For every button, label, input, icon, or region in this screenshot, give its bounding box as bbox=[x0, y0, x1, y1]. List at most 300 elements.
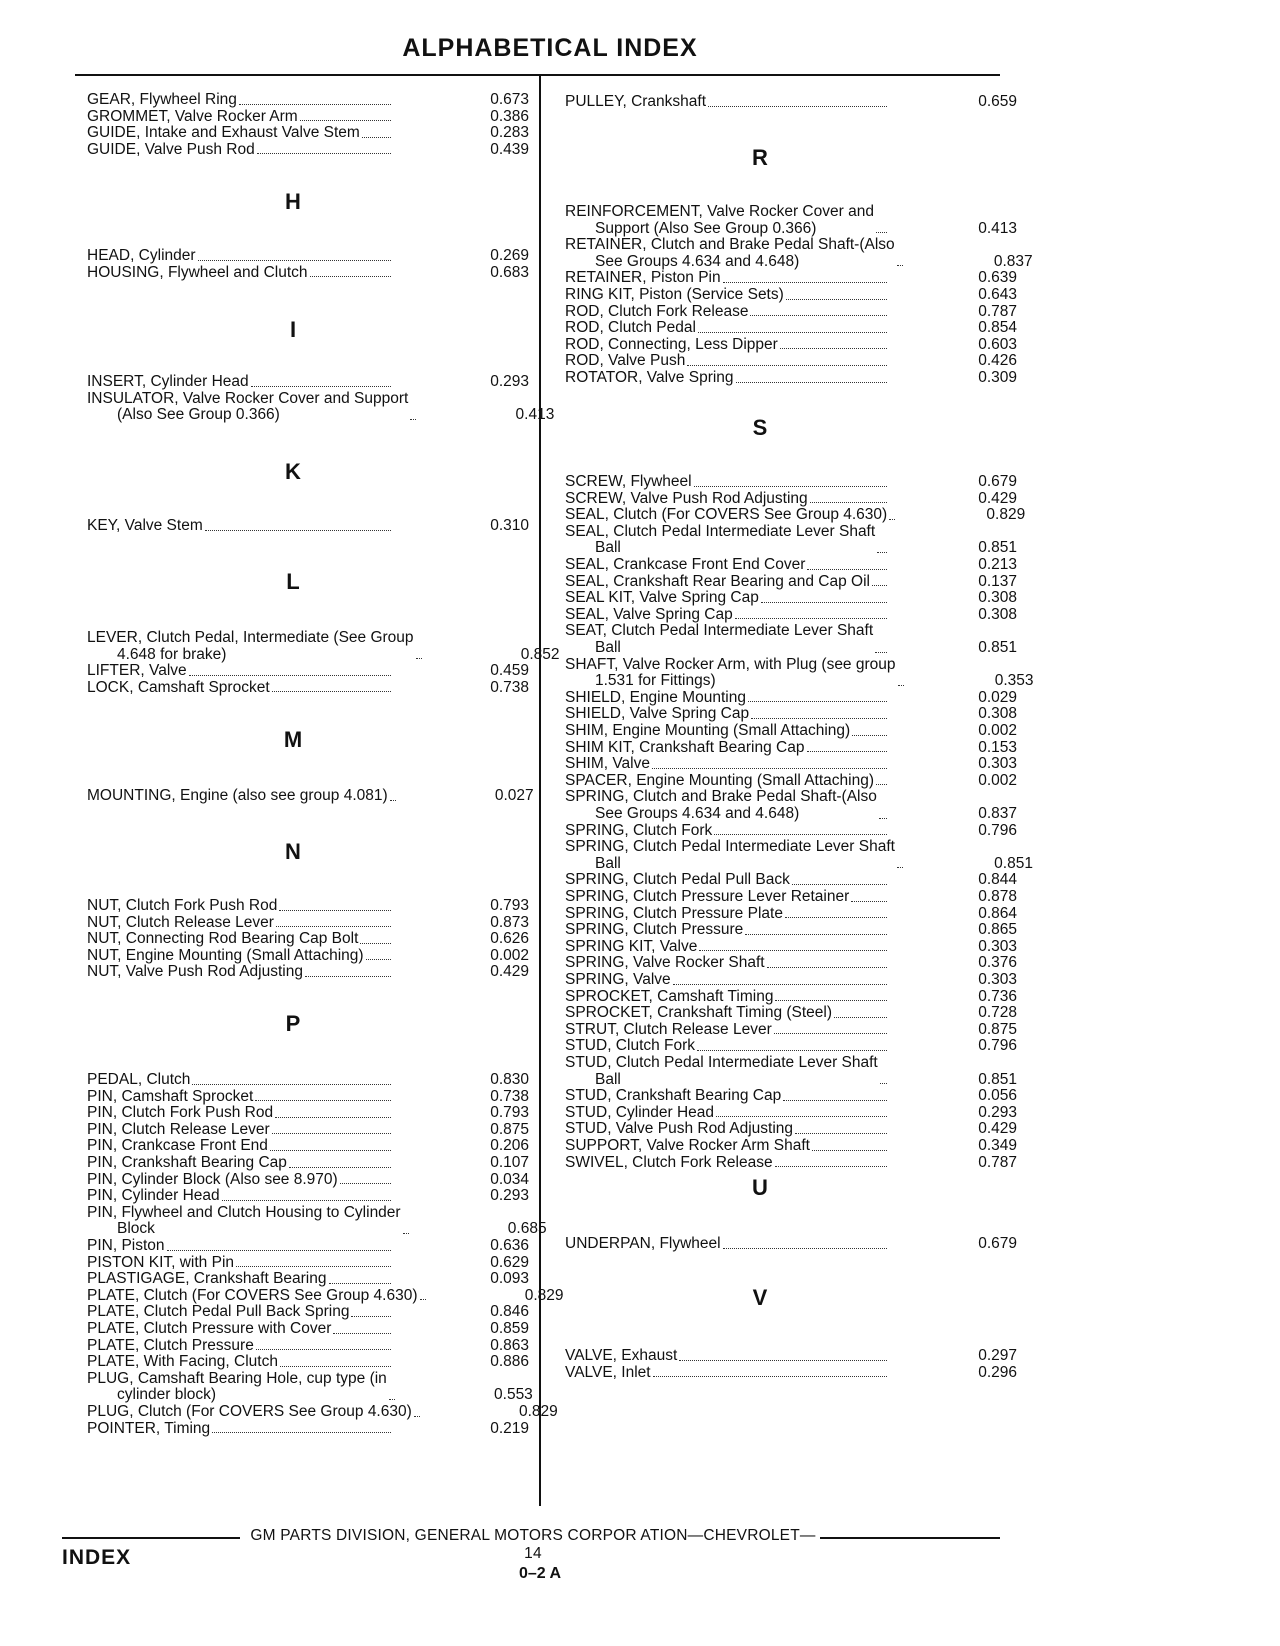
entry-name: PLASTIGAGE, Crankshaft Bearing bbox=[87, 1270, 327, 1288]
index-entry bbox=[545, 756, 1025, 773]
dot-leader bbox=[761, 602, 887, 603]
group-number: 0.303 bbox=[978, 971, 1017, 988]
group-number: 0.736 bbox=[978, 987, 1017, 1005]
index-entry bbox=[75, 125, 539, 142]
entry-name: SPRING KIT, Valve bbox=[565, 937, 698, 955]
entry-name: NUT, Valve Push Rod Adjusting bbox=[87, 963, 303, 981]
entry-name: PLATE, Clutch Pressure bbox=[87, 1336, 254, 1354]
index-entry bbox=[75, 92, 539, 109]
index-entry bbox=[75, 1321, 539, 1338]
group-number: 0.844 bbox=[978, 871, 1017, 889]
index-entry bbox=[545, 1022, 1025, 1039]
entry-name: SEAL, Clutch Pedal Intermediate Lever Shaft Ball bbox=[565, 522, 876, 557]
dot-leader bbox=[714, 834, 887, 835]
entry-name: SEAL, Crankcase Front End Cover bbox=[565, 556, 806, 573]
entry-name: SHIELD, Valve Spring Cap bbox=[565, 705, 750, 723]
index-entry bbox=[75, 1271, 539, 1288]
group-number: 0.865 bbox=[978, 921, 1017, 939]
index-entry bbox=[545, 507, 1025, 524]
entry-name: SHIELD, Engine Mounting bbox=[565, 688, 746, 706]
group-number: 0.837 bbox=[978, 804, 1017, 822]
dot-leader bbox=[795, 1133, 887, 1134]
index-entry bbox=[75, 518, 539, 535]
entry-name: PLATE, With Facing, Clutch bbox=[87, 1353, 278, 1371]
group-number: 0.219 bbox=[490, 1419, 529, 1437]
dot-leader bbox=[723, 1248, 887, 1249]
entry-name: GUIDE, Intake and Exhaust Valve Stem bbox=[87, 124, 360, 142]
group-number: 0.308 bbox=[978, 589, 1017, 607]
index-entry bbox=[75, 788, 539, 805]
group-number: 0.293 bbox=[978, 1103, 1017, 1121]
dot-leader bbox=[679, 1360, 887, 1361]
index-entry bbox=[545, 1236, 1025, 1253]
dot-leader bbox=[389, 1399, 395, 1400]
index-entry bbox=[75, 948, 539, 965]
index-entry bbox=[545, 304, 1025, 321]
index-entry bbox=[75, 265, 539, 282]
entry-name: HEAD, Cylinder bbox=[87, 247, 196, 264]
dot-leader bbox=[360, 943, 391, 944]
dot-leader bbox=[775, 1166, 887, 1167]
group-number: 0.283 bbox=[490, 124, 529, 142]
group-number: 0.459 bbox=[490, 662, 529, 680]
index-entry bbox=[545, 491, 1025, 508]
index-entry bbox=[75, 1089, 539, 1106]
entry-name: STUD, Clutch Pedal Intermediate Lever Shaft Ball bbox=[565, 1054, 878, 1088]
index-entry bbox=[545, 989, 1025, 1006]
entry-name: GUIDE, Valve Push Rod bbox=[87, 140, 255, 158]
index-entry bbox=[545, 972, 1025, 989]
entry-name: RING KIT, Piston (Service Sets) bbox=[565, 286, 784, 303]
index-entry bbox=[75, 1286, 564, 1305]
dot-leader bbox=[807, 751, 888, 752]
entry-name: ROD, Clutch Pedal bbox=[565, 319, 696, 337]
index-entry bbox=[545, 94, 1025, 111]
section-letter-m: M bbox=[283, 727, 303, 752]
dot-leader bbox=[362, 137, 391, 138]
dot-leader bbox=[289, 1167, 391, 1168]
footer-rule-right bbox=[820, 1537, 1000, 1539]
group-number: 0.429 bbox=[490, 963, 529, 981]
index-entry bbox=[545, 236, 1033, 270]
group-number: 0.413 bbox=[978, 219, 1017, 237]
group-number: 0.293 bbox=[490, 373, 529, 390]
entry-name: INSULATOR, Valve Rocker Cover and Support (Also See Group 0.366) bbox=[87, 389, 409, 424]
group-number: 0.137 bbox=[978, 572, 1017, 590]
index-entry bbox=[545, 1348, 1025, 1365]
dot-leader bbox=[305, 976, 391, 977]
dot-leader bbox=[653, 1376, 887, 1377]
entry-name: SPRING, Valve Rocker Shaft bbox=[565, 954, 765, 972]
group-number: 0.830 bbox=[490, 1071, 529, 1088]
index-entry bbox=[75, 1371, 539, 1404]
index-entry bbox=[75, 374, 539, 391]
dot-leader bbox=[745, 934, 887, 935]
section-letter-k: K bbox=[285, 459, 301, 484]
group-number: 0.829 bbox=[986, 506, 1026, 524]
index-entry bbox=[545, 1138, 1025, 1155]
group-number: 0.603 bbox=[978, 335, 1017, 353]
group-number: 0.429 bbox=[978, 1120, 1017, 1138]
entry-name: PIN, Clutch Fork Push Rod bbox=[87, 1104, 274, 1122]
entry-name: SCREW, Valve Push Rod Adjusting bbox=[565, 489, 808, 507]
index-entry bbox=[545, 1121, 1025, 1138]
entry-name: PLATE, Clutch Pedal Pull Back Spring bbox=[87, 1303, 350, 1321]
dot-leader bbox=[889, 519, 895, 520]
group-number: 0.851 bbox=[978, 638, 1017, 656]
entry-name: PIN, Crankcase Front End bbox=[87, 1137, 268, 1155]
dot-leader bbox=[410, 419, 416, 420]
entry-name: LOCK, Camshaft Sprocket bbox=[87, 678, 270, 696]
entry-name: VALVE, Exhaust bbox=[565, 1347, 678, 1364]
entry-name: STUD, Clutch Fork bbox=[565, 1037, 696, 1055]
group-number: 0.429 bbox=[978, 489, 1017, 507]
index-entry bbox=[75, 964, 539, 981]
section-letter-l: L bbox=[286, 569, 300, 594]
group-number: 0.293 bbox=[490, 1187, 529, 1205]
dot-leader bbox=[694, 486, 887, 487]
entry-name: INSERT, Cylinder Head bbox=[87, 373, 249, 390]
page-title: ALPHABETICAL INDEX bbox=[402, 34, 698, 62]
group-number: 0.439 bbox=[490, 140, 529, 158]
entry-name: PULLEY, Crankshaft bbox=[565, 93, 707, 110]
dot-leader bbox=[189, 675, 391, 676]
group-number: 0.029 bbox=[978, 688, 1017, 706]
dot-leader bbox=[716, 1116, 887, 1117]
dot-leader bbox=[687, 365, 887, 366]
index-entry bbox=[545, 623, 1025, 656]
entry-name: PIN, Crankshaft Bearing Cap bbox=[87, 1154, 287, 1171]
index-entry bbox=[545, 590, 1025, 607]
dot-leader bbox=[872, 585, 887, 586]
group-number: 0.859 bbox=[490, 1320, 529, 1337]
index-entry bbox=[75, 1138, 539, 1155]
dot-leader bbox=[272, 691, 391, 692]
section-letter-h: H bbox=[285, 189, 301, 214]
dot-leader bbox=[205, 530, 391, 531]
dot-leader bbox=[275, 1117, 391, 1118]
entry-name: SPRING, Clutch Pedal Pull Back bbox=[565, 871, 790, 889]
entry-name: PIN, Clutch Release Lever bbox=[87, 1120, 270, 1138]
index-entry bbox=[75, 1238, 539, 1255]
index-entry bbox=[545, 370, 1025, 387]
entry-name: STUD, Valve Push Rod Adjusting bbox=[565, 1120, 794, 1138]
dot-leader bbox=[735, 618, 887, 619]
group-number: 0.093 bbox=[490, 1270, 529, 1288]
entry-name: STUD, Crankshaft Bearing Cap bbox=[565, 1087, 782, 1105]
entry-name: PEDAL, Clutch bbox=[87, 1071, 191, 1088]
entry-name: NUT, Engine Mounting (Small Attaching) bbox=[87, 946, 364, 964]
entry-name: REINFORCEMENT, Valve Rocker Cover and Support (Also See Group 0.366) bbox=[565, 203, 874, 237]
index-entry bbox=[545, 655, 1034, 690]
dot-leader bbox=[875, 652, 887, 653]
group-number: 0.728 bbox=[978, 1004, 1017, 1022]
dot-leader bbox=[390, 800, 396, 801]
group-number: 0.303 bbox=[978, 937, 1017, 955]
group-number: 0.353 bbox=[994, 672, 1034, 690]
entry-name: SPACER, Engine Mounting (Small Attaching) bbox=[565, 771, 875, 789]
dot-leader bbox=[698, 332, 887, 333]
group-number: 0.873 bbox=[490, 913, 529, 931]
index-entry bbox=[75, 389, 555, 424]
index-entry bbox=[545, 557, 1025, 574]
entry-name: SWIVEL, Clutch Fork Release bbox=[565, 1153, 773, 1171]
dot-leader bbox=[786, 299, 887, 300]
index-entry bbox=[545, 1005, 1025, 1022]
group-number: 0.738 bbox=[490, 678, 529, 696]
section-letter-p: P bbox=[285, 1011, 301, 1036]
entry-name: NUT, Clutch Fork Push Rod bbox=[87, 897, 278, 914]
dot-leader bbox=[652, 768, 887, 769]
dot-leader bbox=[767, 967, 887, 968]
group-number: 0.793 bbox=[490, 897, 529, 914]
index-entry bbox=[545, 955, 1025, 972]
entry-name: SPRING, Clutch Pressure Lever Retainer bbox=[565, 888, 850, 905]
section-letter-r: R bbox=[752, 145, 768, 170]
entry-name: SHIM, Engine Mounting (Small Attaching) bbox=[565, 722, 851, 739]
dot-leader bbox=[239, 104, 391, 105]
index-entry bbox=[545, 939, 1025, 956]
entry-name: PLUG, Camshaft Bearing Hole, cup type (in cylinder block) bbox=[87, 1369, 387, 1404]
entry-name: STUD, Cylinder Head bbox=[565, 1103, 715, 1121]
dot-leader bbox=[736, 382, 887, 383]
index-entry bbox=[75, 680, 539, 697]
title-rule bbox=[75, 74, 1000, 76]
index-entry bbox=[545, 353, 1025, 370]
group-number: 0.213 bbox=[978, 556, 1017, 573]
group-number: 0.679 bbox=[978, 1235, 1017, 1252]
group-number: 0.837 bbox=[993, 252, 1033, 270]
dot-leader bbox=[673, 984, 887, 985]
group-number: 0.426 bbox=[978, 352, 1017, 370]
entry-name: STRUT, Clutch Release Lever bbox=[565, 1020, 772, 1038]
dot-leader bbox=[310, 276, 391, 277]
entry-name: ROD, Valve Push bbox=[565, 352, 686, 370]
group-number: 0.153 bbox=[978, 738, 1017, 756]
dot-leader bbox=[876, 784, 887, 785]
index-entry bbox=[75, 1203, 547, 1238]
dot-leader bbox=[877, 552, 887, 553]
group-number: 0.796 bbox=[978, 821, 1017, 839]
index-entry bbox=[545, 723, 1025, 740]
dot-leader bbox=[852, 735, 887, 736]
index-entry bbox=[545, 204, 1025, 237]
entry-name: NUT, Connecting Rod Bearing Cap Bolt bbox=[87, 930, 359, 948]
dot-leader bbox=[333, 1333, 391, 1334]
index-entry bbox=[75, 248, 539, 265]
footer-rule-left bbox=[62, 1537, 240, 1539]
entry-name: SPRING, Clutch Pedal Intermediate Lever Shaft Ball bbox=[565, 838, 895, 872]
footer-section-label: INDEX bbox=[62, 1546, 132, 1569]
group-number: 0.636 bbox=[490, 1237, 529, 1254]
group-number: 0.310 bbox=[490, 517, 529, 534]
index-entry bbox=[545, 789, 1025, 822]
group-number: 0.296 bbox=[978, 1363, 1017, 1381]
group-number: 0.863 bbox=[490, 1336, 529, 1354]
dot-leader bbox=[748, 701, 887, 702]
index-entry bbox=[75, 1338, 539, 1355]
group-number: 0.303 bbox=[978, 755, 1017, 773]
index-entry bbox=[75, 1403, 558, 1421]
dot-leader bbox=[897, 867, 903, 868]
group-number: 0.679 bbox=[978, 473, 1017, 490]
index-entry bbox=[545, 474, 1025, 491]
index-entry bbox=[75, 915, 539, 932]
group-number: 0.851 bbox=[994, 854, 1033, 872]
dot-leader bbox=[280, 1366, 391, 1367]
group-number: 0.738 bbox=[490, 1087, 529, 1105]
index-entry bbox=[75, 1188, 539, 1205]
dot-leader bbox=[812, 1150, 887, 1151]
entry-name: PISTON KIT, with Pin bbox=[87, 1253, 235, 1271]
index-entry bbox=[545, 872, 1025, 889]
group-number: 0.864 bbox=[978, 904, 1017, 922]
group-number: 0.626 bbox=[490, 930, 529, 948]
dot-leader bbox=[198, 260, 391, 261]
group-number: 0.673 bbox=[490, 91, 529, 108]
entry-name: HOUSING, Flywheel and Clutch bbox=[87, 263, 308, 281]
index-entry bbox=[75, 898, 539, 915]
dot-leader bbox=[416, 658, 422, 659]
section-letter-s: S bbox=[752, 415, 768, 440]
entry-name: ROD, Connecting, Less Dipper bbox=[565, 335, 778, 353]
entry-name: SHIM, Valve bbox=[565, 755, 650, 773]
group-number: 0.107 bbox=[490, 1154, 529, 1171]
dot-leader bbox=[792, 884, 887, 885]
index-entry bbox=[545, 838, 1033, 872]
dot-leader bbox=[251, 386, 391, 387]
dot-leader bbox=[810, 502, 887, 503]
index-entry bbox=[75, 1304, 539, 1321]
index-entry bbox=[545, 1155, 1025, 1172]
index-entry bbox=[75, 931, 539, 948]
entry-name: SHIM KIT, Crankshaft Bearing Cap bbox=[565, 738, 805, 756]
group-number: 0.829 bbox=[518, 1403, 558, 1420]
index-entry bbox=[545, 287, 1025, 304]
group-number: 0.875 bbox=[490, 1120, 529, 1138]
group-number: 0.878 bbox=[978, 888, 1017, 905]
entry-name: PLUG, Clutch (For COVERS See Group 4.630) bbox=[87, 1403, 412, 1420]
entry-name: GEAR, Flywheel Ring bbox=[87, 91, 237, 108]
index-entry bbox=[75, 1155, 539, 1172]
dot-leader bbox=[270, 1150, 391, 1151]
dot-leader bbox=[879, 818, 887, 819]
entry-name: SEAL, Clutch (For COVERS See Group 4.630) bbox=[565, 506, 888, 524]
dot-leader bbox=[783, 1100, 887, 1101]
dot-leader bbox=[212, 1432, 391, 1433]
group-number: 0.206 bbox=[490, 1137, 529, 1155]
group-number: 0.854 bbox=[978, 319, 1017, 337]
dot-leader bbox=[222, 1200, 391, 1201]
group-number: 0.659 bbox=[978, 93, 1017, 110]
entry-name: VALVE, Inlet bbox=[565, 1363, 651, 1381]
index-entry bbox=[75, 1421, 539, 1438]
dot-leader bbox=[750, 315, 887, 316]
dot-leader bbox=[751, 718, 887, 719]
index-entry bbox=[545, 1038, 1025, 1055]
index-entry bbox=[545, 574, 1025, 591]
group-number: 0.308 bbox=[978, 705, 1017, 723]
group-number: 0.886 bbox=[490, 1353, 529, 1371]
index-entry bbox=[545, 524, 1025, 557]
group-number: 0.829 bbox=[524, 1286, 564, 1304]
section-letter-n: N bbox=[285, 839, 301, 864]
group-number: 0.851 bbox=[978, 1070, 1017, 1088]
index-entry bbox=[75, 1172, 539, 1189]
group-number: 0.852 bbox=[520, 645, 560, 663]
group-number: 0.376 bbox=[978, 954, 1017, 972]
entry-name: ROTATOR, Valve Spring bbox=[565, 369, 734, 386]
dot-leader bbox=[403, 1233, 409, 1234]
entry-name: RETAINER, Piston Pin bbox=[565, 269, 721, 287]
index-entry bbox=[545, 1088, 1025, 1105]
dot-leader bbox=[697, 1050, 887, 1051]
entry-name: SPROCKET, Camshaft Timing bbox=[565, 987, 774, 1005]
group-number: 0.683 bbox=[490, 263, 529, 281]
index-entry bbox=[545, 690, 1025, 707]
group-number: 0.297 bbox=[978, 1347, 1017, 1364]
group-number: 0.685 bbox=[507, 1220, 547, 1238]
entry-name: PIN, Cylinder Head bbox=[87, 1187, 220, 1205]
index-entry bbox=[545, 1055, 1025, 1088]
index-entry bbox=[75, 663, 539, 680]
page-number: 0–2 A bbox=[518, 1565, 562, 1582]
entry-name: SUPPORT, Valve Rocker Arm Shaft bbox=[565, 1137, 810, 1154]
footer-publisher-line: GM PARTS DIVISION, GENERAL MOTORS CORPOR ATION—CHEVROLET—14 bbox=[250, 1527, 816, 1562]
group-number: 0.002 bbox=[978, 722, 1017, 739]
entry-name: SPROCKET, Crankshaft Timing (Steel) bbox=[565, 1004, 833, 1022]
index-entry bbox=[545, 607, 1025, 624]
entry-name: RETAINER, Clutch and Brake Pedal Shaft-(Also See Groups 4.634 and 4.648) bbox=[565, 236, 895, 270]
index-entry bbox=[75, 1122, 539, 1139]
group-number: 0.639 bbox=[978, 269, 1017, 287]
index-entry bbox=[75, 1354, 539, 1371]
entry-name: SPRING, Clutch and Brake Pedal Shaft-(Also See Groups 4.634 and 4.648) bbox=[565, 788, 877, 822]
dot-leader bbox=[898, 685, 904, 686]
entry-name: SHAFT, Valve Rocker Arm, with Plug (see group 1.531 for Fittings) bbox=[565, 655, 896, 690]
entry-name: NUT, Clutch Release Lever bbox=[87, 913, 274, 931]
group-number: 0.787 bbox=[978, 1153, 1017, 1171]
group-number: 0.787 bbox=[978, 302, 1017, 320]
index-entry bbox=[75, 109, 539, 126]
index-entry bbox=[545, 740, 1025, 757]
group-number: 0.629 bbox=[490, 1253, 529, 1271]
dot-leader bbox=[834, 1017, 887, 1018]
group-number: 0.034 bbox=[490, 1170, 529, 1188]
entry-name: GROMMET, Valve Rocker Arm bbox=[87, 107, 298, 125]
group-number: 0.386 bbox=[490, 107, 529, 125]
entry-name: SEAL, Crankshaft Rear Bearing and Cap Oil bbox=[565, 572, 870, 590]
group-number: 0.851 bbox=[978, 539, 1017, 557]
index-entry bbox=[545, 922, 1025, 939]
dot-leader bbox=[167, 1250, 391, 1251]
group-number: 0.875 bbox=[978, 1020, 1017, 1038]
index-entry bbox=[75, 1072, 539, 1089]
dot-leader bbox=[256, 1349, 391, 1350]
dot-leader bbox=[340, 1183, 391, 1184]
dot-leader bbox=[329, 1283, 392, 1284]
dot-leader bbox=[276, 926, 391, 927]
group-number: 0.846 bbox=[490, 1303, 529, 1321]
entry-name: MOUNTING, Engine (also see group 4.081) bbox=[87, 787, 388, 804]
dot-leader bbox=[420, 1299, 426, 1300]
dot-leader bbox=[279, 910, 391, 911]
entry-name: PIN, Camshaft Sprocket bbox=[87, 1087, 254, 1105]
entry-name: SPRING, Clutch Pressure bbox=[565, 921, 744, 939]
group-number: 0.643 bbox=[978, 286, 1017, 303]
dot-leader bbox=[366, 959, 391, 960]
entry-name: LIFTER, Valve bbox=[87, 662, 187, 680]
